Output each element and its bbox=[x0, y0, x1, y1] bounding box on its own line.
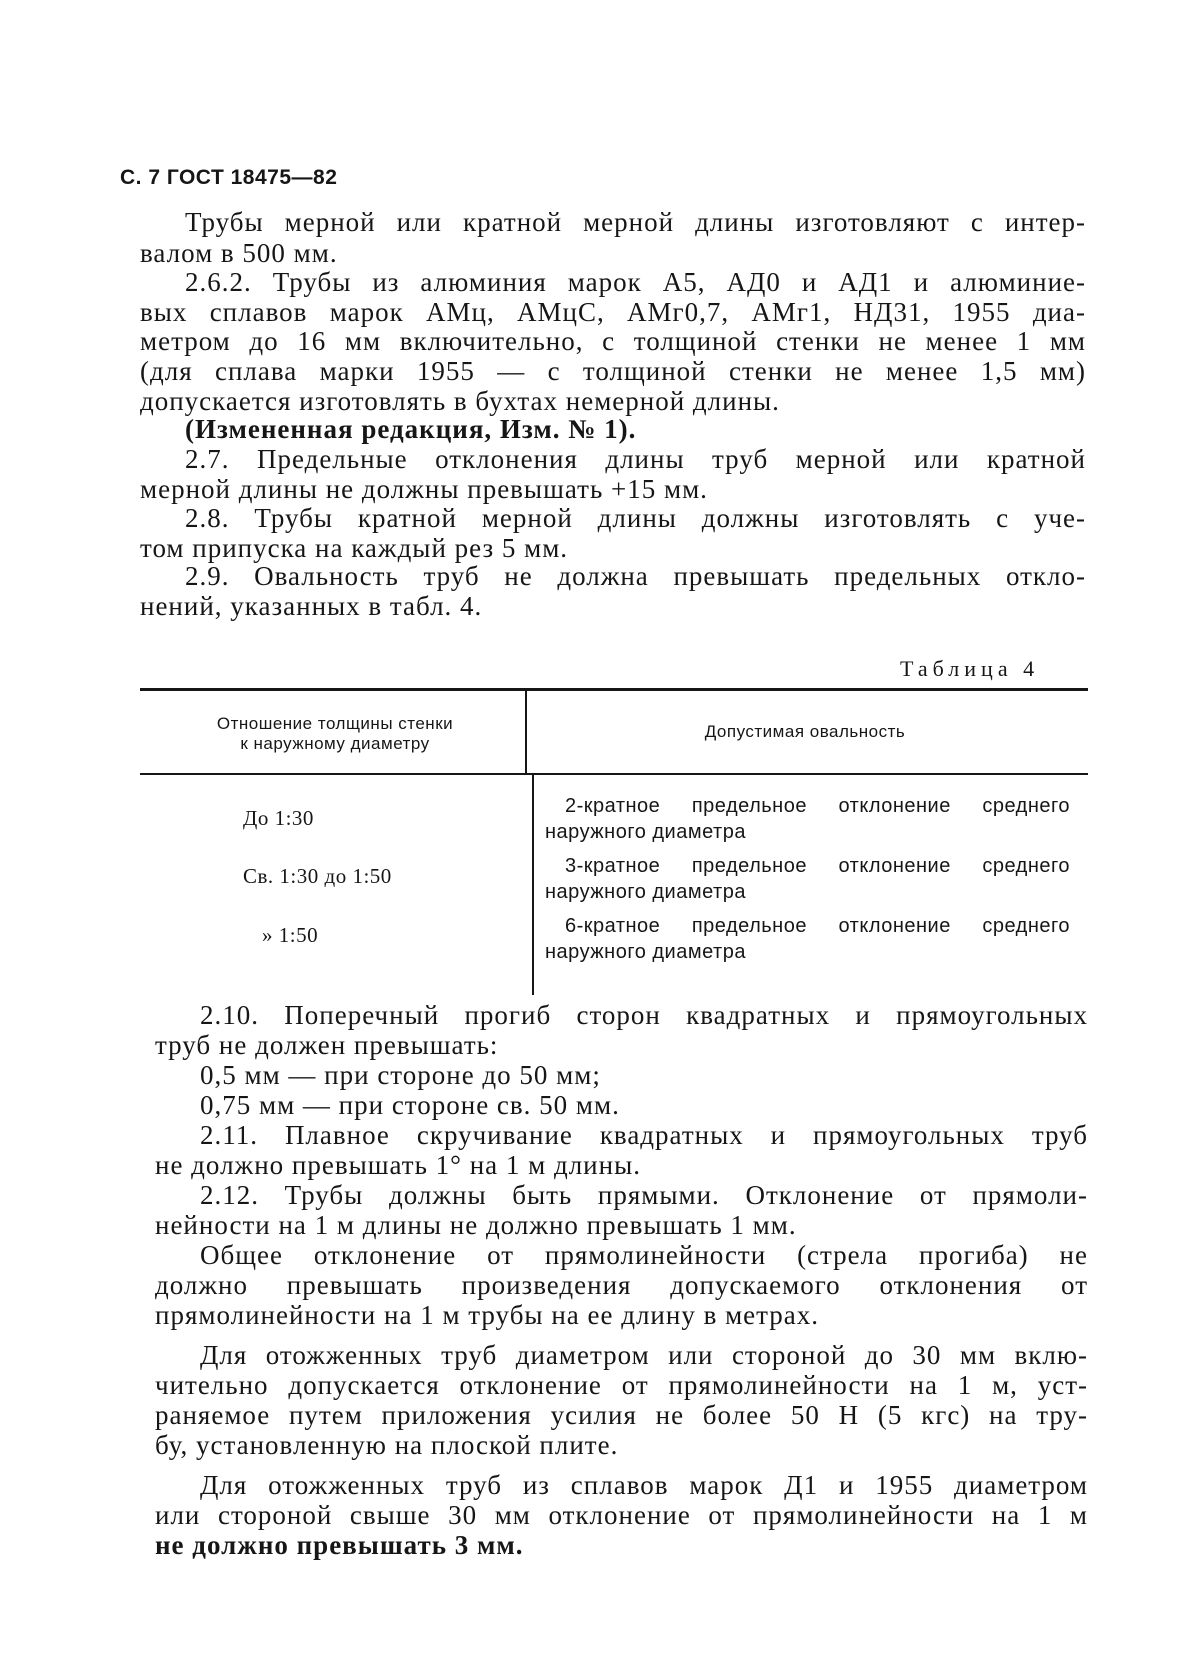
table-cell-ratio: До 1:30 bbox=[243, 806, 314, 830]
table-header-rule bbox=[140, 773, 1088, 775]
paragraph-line: 2.9. Овальность труб не должна превышать предельных откло- bbox=[185, 561, 1086, 591]
paragraph-line: Трубы мерной или кратной мерной длины изготовляют с интер- bbox=[185, 207, 1086, 237]
table-cell-ratio: Св. 1:30 до 1:50 bbox=[243, 864, 392, 888]
paragraph-line: допускается изготовлять в бухтах немерной длины. bbox=[140, 386, 780, 416]
paragraph-line: мерной длины не должны превышать +15 мм. bbox=[140, 474, 708, 504]
paragraph-line: нений, указанных в табл. 4. bbox=[140, 591, 483, 621]
table-cell-ovality: 3-кратное предельное отклонение среднего наружного диаметра bbox=[545, 855, 1070, 903]
paragraph-line: 0,5 мм — при стороне до 50 мм; bbox=[200, 1060, 601, 1090]
table-body-divider bbox=[532, 775, 534, 995]
table-header-divider bbox=[525, 688, 527, 773]
paragraph-line: Для отожженных труб из сплавов марок Д1 и 1955 диаметром bbox=[200, 1470, 1088, 1500]
table-cell-ovality: 6-кратное предельное отклонение среднего наружного диаметра bbox=[545, 915, 1070, 963]
paragraph-line: Для отожженных труб диаметром или стороной до 30 мм вклю- bbox=[200, 1340, 1088, 1370]
table-top-rule bbox=[140, 688, 1088, 691]
table-cell-ratio: » 1:50 bbox=[262, 923, 319, 947]
paragraph-line: не должно превышать 1° на 1 м длины. bbox=[155, 1150, 641, 1180]
paragraph-line: 2.7. Предельные отклонения длины труб мерной или кратной bbox=[185, 444, 1086, 474]
paragraph-line: 2.11. Плавное скручивание квадратных и прямоугольных труб bbox=[200, 1120, 1088, 1150]
page-header: С. 7 ГОСТ 18475—82 bbox=[120, 166, 338, 189]
paragraph-line: должно превышать произведения допускаемого отклонения от bbox=[155, 1270, 1088, 1300]
paragraph-line: чительно допускается отклонение от прямолинейности на 1 м, уст- bbox=[155, 1370, 1088, 1400]
amendment-note: (Измененная редакция, Изм. № 1). bbox=[185, 414, 637, 444]
paragraph-line: вых сплавов марок АМц, АМцС, АМг0,7, АМг1, НД31, 1955 диа- bbox=[140, 297, 1086, 327]
paragraph-line: Общее отклонение от прямолинейности (стрела прогиба) не bbox=[200, 1240, 1088, 1270]
table-header-ratio: Отношение толщины стенки к наружному диаметру bbox=[216, 714, 454, 753]
paragraph-line: 2.6.2. Трубы из алюминия марок А5, АД0 и АД1 и алюминие- bbox=[185, 267, 1086, 297]
paragraph-line: бу, установленную на плоской плите. bbox=[155, 1430, 619, 1460]
paragraph-line: 2.8. Трубы кратной мерной длины должны изготовлять с уче- bbox=[185, 503, 1086, 533]
paragraph-line: валом в 500 мм. bbox=[140, 238, 338, 268]
paragraph-line: 0,75 мм — при стороне св. 50 мм. bbox=[200, 1090, 620, 1120]
paragraph-line: или стороной свыше 30 мм отклонение от прямолинейности на 1 м bbox=[155, 1500, 1088, 1530]
table-header-ovality: Допустимая овальность bbox=[704, 722, 906, 741]
paragraph-line: раняемое путем приложения усилия не более 50 Н (5 кгс) на тру- bbox=[155, 1400, 1088, 1430]
paragraph-line: (для сплава марки 1955 — с толщиной стенки не менее 1,5 мм) bbox=[140, 356, 1086, 386]
paragraph-line: том припуска на каждый рез 5 мм. bbox=[140, 533, 569, 563]
table-caption: Таблица 4 bbox=[900, 656, 1040, 681]
paragraph-line: метром до 16 мм включительно, с толщиной стенки не менее 1 мм bbox=[140, 326, 1086, 356]
table-cell-ovality: 2-кратное предельное отклонение среднего наружного диаметра bbox=[545, 795, 1070, 843]
paragraph-line: труб не должен превышать: bbox=[155, 1030, 499, 1060]
paragraph-line: не должно превышать 3 мм. bbox=[155, 1530, 524, 1560]
paragraph-line: прямолинейности на 1 м трубы на ее длину в метрах. bbox=[155, 1300, 820, 1330]
paragraph-line: 2.10. Поперечный прогиб сторон квадратных и прямоугольных bbox=[200, 1000, 1088, 1030]
paragraph-line: 2.12. Трубы должны быть прямыми. Отклонение от прямоли- bbox=[200, 1180, 1088, 1210]
paragraph-line: нейности на 1 м длины не должно превышать 1 мм. bbox=[155, 1210, 797, 1240]
